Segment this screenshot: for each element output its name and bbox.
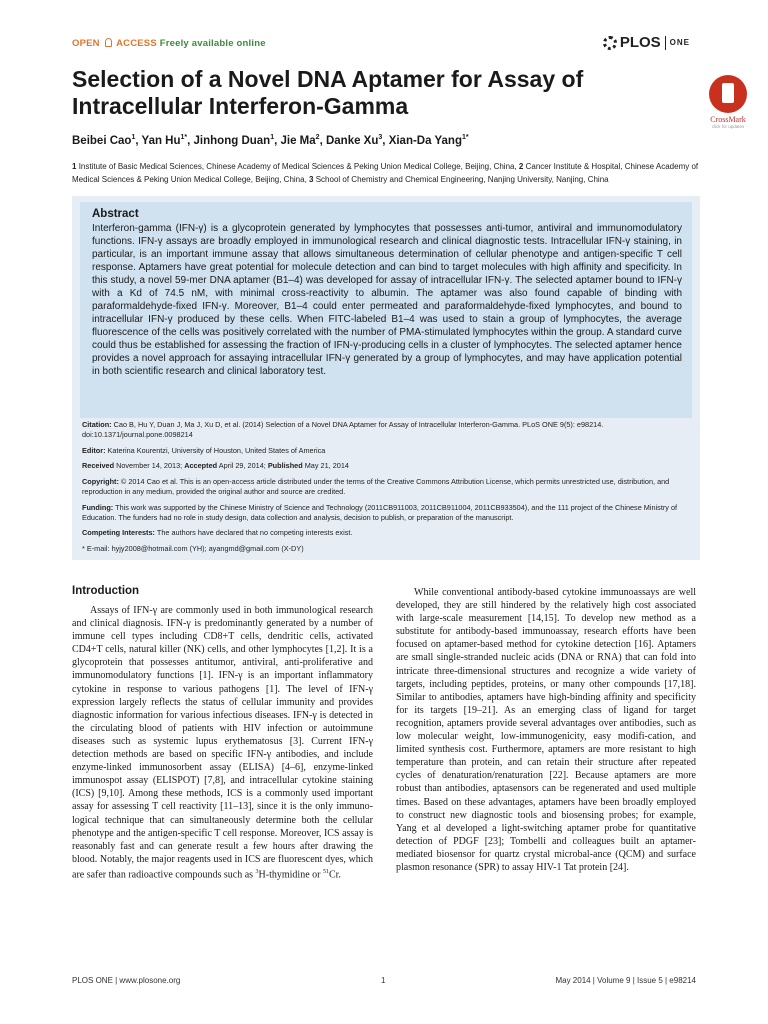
crossmark-sub: click for updates	[711, 124, 745, 129]
intro-left-column: Assays of IFN-γ are commonly used in both immunological research and clinical diagnosis. IFN-γ is predominantly generated by a number of immune cell types including CD8+T cells, dendritic cells, activated CD4+T cells, natural killer (NK) cells, and other lymphocytes [1,2]. It is a glycoprotein that possesses antitumor, antiviral, anti-proliferative and immunomodulatory functions [1]. IFN-γ is an important inflammatory cytokine in response to various pathogens [1]. The level of IFN-γ expression largely reflects the status of cellular immunity and provides diagnostic information for various infectious diseases. IFN-γ is detected in the circulating blood of patients with HIV infection or autoimmune diseases such as systemic lupus erythematosus [3]. Current IFN-γ detection methods are based on specific IFN-γ antibodies, and include enzyme-linked immunosorbent assay (ELISA) [4–6], enzyme-linked immunospot assay (ELISPOT) [7,8], and intracellular cytokine staining (ICS) [9,10]. Among these methods, ICS is a commonly used important assay for assessing T cell reactivity [11–13], since it is the only immuno-logical technique that can simultaneously determine both the cellular phenotype and the antigen-specific T cell response. Moreover, ICS assay is reasonably fast and can generate result a few hours after drawing the blood. Notably, the major reagents used in ICS are fluorescent dyes, which are safer than radioactive compounds such as $^3$H-thymidine or $^{51}$Cr.	[72, 605, 373, 881]
footer-page-number: 1	[381, 976, 386, 985]
open-label: OPEN	[72, 38, 100, 49]
journal-header	[72, 36, 690, 54]
open-lock-icon	[105, 38, 112, 47]
citation: Citation: Cao B, Hu Y, Duan J, Ma J, Xu D, et al. (2014) Selection of a Novel DNA Aptamer for Assay of Intracellular Interferon-Gamma. PLoS ONE 9(5): e98214. doi:10.1371/journal.pone.0098214	[82, 420, 604, 439]
crossmark-badge[interactable]	[703, 75, 753, 129]
competing-interests: Competing Interests: The authors have declared that no competing interests exist.	[82, 528, 353, 538]
funding: Funding: This work was supported by the Chinese Ministry of Science and Technology (2011CB911003, 2011CB911004, 2011CB933504), and the 111 project of the Chinese Ministry of Education. The funders had no role in study design, data collection and analysis, decision to publish, or preparation of the manuscript.	[82, 502, 678, 522]
copyright: Copyright: © 2014 Cao et al. This is an open-access article distributed under the terms of the Creative Commons Attribution License, which permits unrestricted use, distribution, and reproduction in any medium, provided the original author and source are credited.	[82, 477, 670, 496]
footer-journal: PLOS ONE | www.plosone.org	[72, 976, 181, 985]
abstract-text: Interferon-gamma (IFN-γ) is a glycoprotein generated by lymphocytes that possesses anti-tumor, antiviral and immunomodulatory functions. IFN-γ assays are broadly employed in immunological research and clinical diagnostic tests. Intracellular IFN-γ staining, in particular, is an important immune assay that allows simultaneous determination of cellular phenotype and antigen-specific T cell response. Aptamers have great potential for molecule detection and can bind to target molecules with high affinity and specificity. In this study, a novel 59-mer DNA aptamer (B1–4) was developed for assay of intracellular IFN-γ. The selected aptamer bound to IFN-γ with a Kd of 74.5 nM, with minimal cross-reactivity to albumin. The aptamer was also found capable of binding with paraformaldehyde-fixed IFN-γ. Moreover, B1–4 could enter permeated and paraformaldehyde-fixed lymphocytes, and bound to intracellular IFN-γ produced by these cells. When FITC-labeled B1–4 was used to stain a group of lymphocytes, the average fluorescence of the cells was positively correlated with the number of PMA-stimulated lymphocytes within the group. A standard curve could thus be established for assessing the fraction of IFN-γ-producing cells in a cluster of lymphocytes. The selected aptamer hence provides a novel approach for assaying intracellular IFN-γ generated by a group of lymphocytes, and may have application potential in both scientific research and clinical laboratory test.	[92, 223, 682, 377]
logo-divider	[665, 36, 666, 50]
plos-wordmark: PLOS	[619, 34, 661, 51]
open-access-banner[interactable]	[72, 38, 266, 49]
author[interactable]: Danke Xu$^3$	[325, 134, 383, 147]
one-wordmark: ONE	[669, 38, 690, 47]
access-label: ACCESS	[116, 38, 157, 49]
footer-issue: May 2014 | Volume 9 | Issue 5 | e98214	[555, 976, 696, 985]
author[interactable]: Jinhong Duan$^1$	[193, 134, 275, 147]
author[interactable]: Beibei Cao$^1$	[72, 134, 136, 147]
plos-one-logo[interactable]	[603, 34, 690, 51]
crossmark-label: CrossMark	[710, 115, 746, 124]
author-list: Beibei Cao$^1$, Yan $Hu^{1*}$, Jinhong Duan$^1$, Jie Ma$^2$, Danke Xu$^3$, Xian-Da Yang$^{1*}$	[72, 134, 469, 147]
author[interactable]: Xian-Da Yang$^{1*}$	[388, 134, 469, 147]
author[interactable]: Yan $Hu^{1*}$	[141, 134, 188, 147]
freely-available-label: Freely available online	[159, 38, 266, 49]
author[interactable]: Jie Ma$^2$	[280, 134, 320, 147]
introduction-heading: Introduction	[72, 585, 140, 597]
intro-right-column: While conventional antibody-based cytokine immunoassays are well developed, they are still hindered by the relatively high cost associated with large-scale measurement [14,15]. To develop new method as a substitute for antibody-based immunoassay, research efforts have been focused on aptamer-based method for cytokine detection [16]. Aptamers are small single-stranded nucleic acids (DNA or RNA) that can fold into intricate three-dimensional structures and recognize a wide variety of targets, including peptides, proteins, or many other compounds [17,18]. Similar to antibodies, aptamers have high-binding affinity and specificity for its targets [19–21]. As an emerging class of ligand for target recognition, aptamers provide several advantages over antibodies, such as low molecular weight, low-immunogenicity, easy modifi-cation, and limited synthesis cost. Furthermore, aptamers are more resistant to high temperature than protein, and can retain their structure after repeated cycles of denaturation/renaturation [22]. Because aptamers are more robust than antibodies, aptasensors can be regenerated and used multiple times. Based on these advantages, aptamers have been broadly employed to construct new diagnostic tools and biosensing probes; for example, Yang et al developed a light-switching aptamer probe for quantitative detection of PDGF [23]; Tombelli and colleagues built an aptamer-mediated biosensor for quartz crystal microbal-ance (QCM) and surface plasmon resonance (SPR) to assay HIV-1 Tat protein [24].	[396, 587, 696, 873]
plos-gear-icon	[603, 36, 617, 50]
corresponding-email[interactable]: * E-mail: hyjy2008@hotmail.com (YH); ayangmd@gmail.com (X-DY)	[82, 544, 304, 554]
article-metadata	[82, 420, 690, 560]
editor: Editor: Katerina Kourentzi, University of Houston, United States of America	[82, 445, 326, 455]
article-title: Selection of a Novel DNA Aptamer for Assay of Intracellular Interferon-Gamma	[72, 66, 584, 119]
affiliations: 1 Institute of Basic Medical Sciences, Chinese Academy of Medical Sciences & Peking Union Medical College, Beijing, China, 2 Cancer Institute & Hospital, Chinese Academy of Medical Sciences & Peking Union Medical College, Beijing, China, 3 School of Chemistry and Chemical Engineering, Nanjing University, Nanjing, China	[72, 162, 699, 184]
crossmark-icon	[709, 75, 747, 113]
abstract-heading: Abstract	[92, 208, 139, 220]
dates: Received November 14, 2013; Accepted April 29, 2014; Published May 21, 2014	[82, 461, 349, 471]
